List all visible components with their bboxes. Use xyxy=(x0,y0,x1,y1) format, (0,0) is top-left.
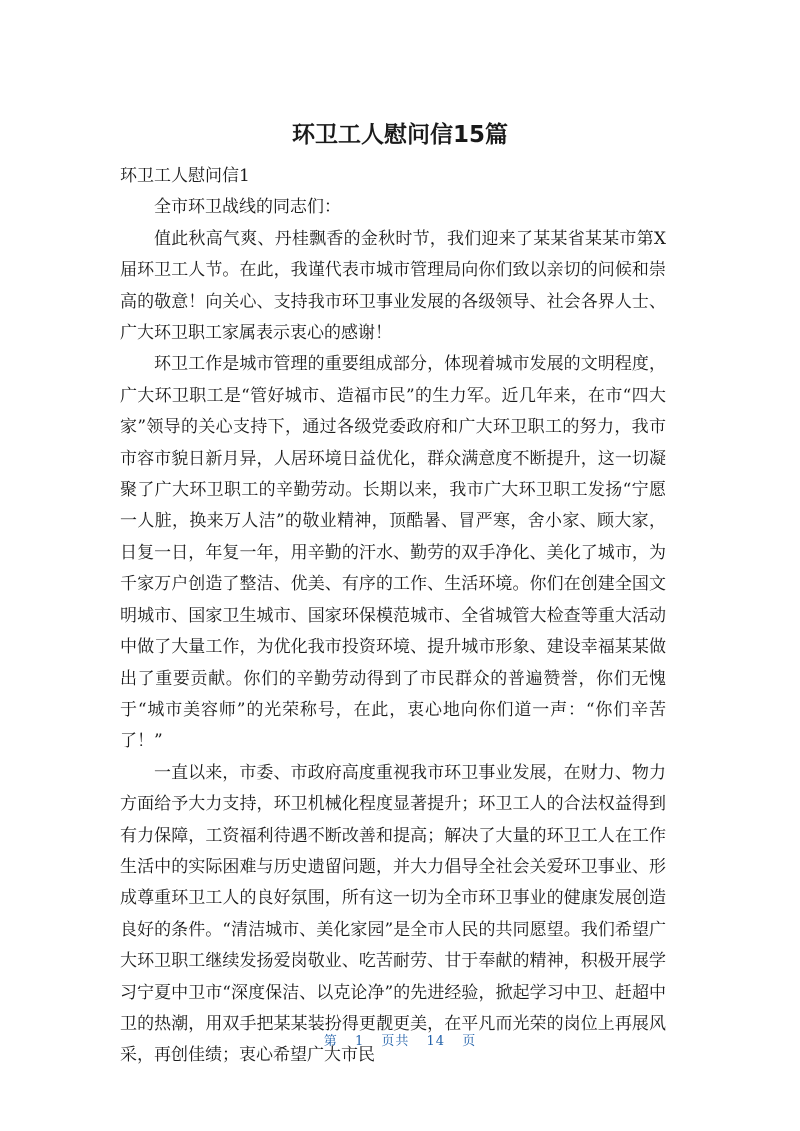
paragraph-2: 环卫工作是城市管理的重要组成部分，体现着城市发展的文明程度，广大环卫职工是“管好城市、造福市民”的生力军。近几年来，在市“四大家”领导的关心支持下，通过各级党委政府和广大环卫职工的努力，我市市容市貌日新月异，人居环境日益优化，群众满意度不断提升，这一切凝聚了广大环卫职工的辛勤劳动。长期以来，我市广大环卫职工发扬“宁愿一人脏，换来万人洁”的敬业精神，顶酷暑、冒严寒，舍小家、顾大家，日复一日，年复一年，用辛勤的汗水、勤劳的双手净化、美化了城市，为千家万户创造了整洁、优美、有序的工作、生活环境。你们在创建全国文明城市、国家卫生城市、国家环保模范城市、全省城管大检查等重大活动中做了大量工作，为优化我市投资环境、提升城市形象、建设幸福某某做出了重要贡献。你们的辛勤劳动得到了市民群众的普遍赞誉，你们无愧于“城市美容师”的光荣称号，在此，衷心地向你们道一声：“你们辛苦了！” xyxy=(120,354,666,752)
footer-label-page-end: 页 xyxy=(462,1034,477,1049)
section-heading: 环卫工人慰问信1 xyxy=(120,166,250,186)
footer-current-page: 1 xyxy=(354,1034,365,1049)
salutation: 全市环卫战线的同志们： xyxy=(154,197,341,218)
page-footer xyxy=(0,1030,800,1049)
footer-label-page: 第 xyxy=(323,1034,338,1049)
document-body xyxy=(120,161,666,1072)
footer-total-pages: 14 xyxy=(426,1034,446,1049)
footer-label-of: 页共 xyxy=(381,1034,410,1049)
paragraph-1: 值此秋高气爽、丹桂飘香的金秋时节，我们迎来了某某省某某市第X届环卫工人节。在此，我谨代表市城市管理局向你们致以亲切的问候和崇高的敬意！向关心、支持我市环卫事业发展的各级领导、社会各界人士、广大环卫职工家属表示衷心的感谢！ xyxy=(120,228,666,344)
document-title: 环卫工人慰问信15篇 xyxy=(291,122,508,148)
paragraph-3: 一直以来，市委、市政府高度重视我市环卫事业发展，在财力、物力方面给予大力支持，环卫机械化程度显著提升；环卫工人的合法权益得到有力保障，工资福利待遇不断改善和提高；解决了大量的环卫工人在工作生活中的实际困难与历史遗留问题，并大力倡导全社会关爱环卫事业、形成尊重环卫工人的良好氛围，所有这一切为全市环卫事业的健康发展创造良好的条件。“清洁城市、美化家园”是全市人民的共同愿望。我们希望广大环卫职工继续发扬爱岗敬业、吃苦耐劳、甘于奉献的精神，积极开展学习宁夏中卫市“深度保洁、以克论净”的先进经验，掀起学习中卫、赶超中卫的热潮，用双手把某某装扮得更靓更美，在平凡而光荣的岗位上再展风采，再创佳绩；衷心希望广大市民 xyxy=(120,762,666,1066)
